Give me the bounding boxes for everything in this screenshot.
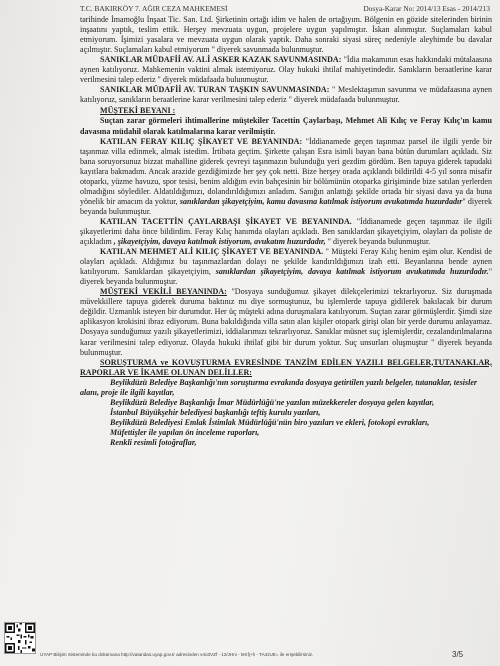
defense-counsel-kazak xyxy=(80,55,492,85)
statement-feray-kilic xyxy=(80,137,492,217)
defense-taskin-heading: SANIKLAR MÜDAFİİ AV. TURAN TAŞKIN SAVUNMASINDA: xyxy=(100,85,330,95)
feray-closing: " diyerek beyanda bulunmuştur. xyxy=(80,196,492,216)
mehmet-emphasis: sanıklardan şikayetçiyim, davaya katılmak istiyorum avukatımda huzurdadır. xyxy=(215,267,489,277)
court-name: T.C. BAKIRKÖY 7. AĞIR CEZA MAHKEMESİ xyxy=(80,4,228,13)
page-header xyxy=(80,4,490,13)
attorney-text: "Dosyaya sunduğumuz şikayet dilekçelerimizi tekrarlıyoruz. Siz duruşmada müvekkillere tapuya giderek duruma baktınız mı diye sormuştunuz, bu işlemlerde tapuya gidilerek bakılacak bir durum değildir. Uzmanlık isteyen bir durumdur. Her üç müşteki adına duruşmalara katılıyorum. Suçtan zarar görmüşlerdir. Şimdi size aplikasyon krokisini ibraz ediyorum. Buna bakıldığında villa satın alan kişiler otopark girişi olan bir yerde durumu anlayamaz. Dosyaya sunduğumuz yazılı şikayetlerimizi, iddialarımızı tekrarlıyoruz. Sanıklar müsnet suç işlemişlerdir, cezalandırılmalarına karar verilmesini talep ediyoruz. Olayda hukuki ihtilaf gibi bir durum yoktur. Suç unsurları oluşmuştur " diyerek beyanda bulunmuştur. xyxy=(80,287,492,357)
defendant-statement-end: tarihinde İmamoğlu İnşaat Tic. San. Ltd. Şirketinin ortağı idim ve halen de ortağıyım. Bölgenin en gözide sitelerinden birinin inşaatını yaptık, teslim ettik. Herşey mevzuata uygun, projelere uygun yapılmıştır. İskan alınmıştır. Suçlamaları kabul etmiyorum. İşimizi yasalara ve mevzuata uygun olarak yaptık. Daha sonraki siyasi süreç nedeniyle aleyhimde bu davalar açılmıştır. Suçlamaları kabul etmiyorum " diyerek savunmada bulunmuştur. xyxy=(80,15,492,55)
tacettin-text: "İddianamede geçen taşınmaz ile ilgili şikayetlerimi daha önce bildirdim. Feray Kılıç hanımda olayları açıkladı. Ben sanıklardan şikayetçiyim, olayları da poliste de açıkladım xyxy=(80,216,492,247)
tacettin-heading: KATILAN TACETTİN ÇAYLARBAŞI ŞİKAYET VE BEYANINDA. xyxy=(100,216,352,226)
defense-counsel-taskin xyxy=(80,85,492,105)
tacettin-emphasis: , şikayetçiyim, davaya katılmak istiyorum, avukatım huzurdadır, xyxy=(113,237,326,247)
feray-heading: KATILAN FERAY KILIÇ ŞİKAYET VE BEYANINDA: xyxy=(100,136,303,146)
evidence-item: İstanbul Büyükşehir belediyesi başkanlığı teftiş kurulu yazıları, xyxy=(110,407,321,417)
mehmet-heading: KATILAN MEHMET ALİ KILIÇ ŞİKAYET VE BEYANINDA. xyxy=(100,247,324,257)
defense-taskin-text: " Meslektaşımın savunma ve müdafaasına aynen katılıyoruz, sanıkların beraatlerine karar verilmesini talep ederiz " diyerek müdafaada bulunmuştur. xyxy=(80,85,493,105)
evidence-item: Beylikdüzü Belediye Başkanlığı'nın soruşturma evrakında dosyaya getirtilen yazılı belgeler, tutanaklar, tesisler alanı, proje ile ilgili kayıtlar, xyxy=(80,377,478,397)
evidence-item: Renkli resimli fotoğraflar, xyxy=(110,437,197,447)
tacettin-closing: " diyerek beyanda bulunmuştur. xyxy=(325,237,431,247)
page-footer: UYAP Bilişim Sisteminde bu dokümana http://vatandas.uyap.gov.tr adresinden v4o3VZf - 12/JHni - kIKfj+h - TA4zUE= ile erişebilirsiniz. xyxy=(40,652,314,657)
defense-kazak-text: "İdia makamının esas hakkındaki mütalaasına aynen katılıyoruz. Mahkemenin vaktini almak istemiyoruz. Olay hukuki ihtilaf mahiyetindedir. Sanıkların beraatlerine karar verilmesini talep ederiz " diyerek müdafaada bulunmuştur. xyxy=(80,55,492,85)
evidence-item: Beylikdüzü Belediyesi Emlak İstimlak Müdürlüğü'nün biro yazıları ve ekleri, fotokopi evrakları, xyxy=(110,417,430,427)
evidence-item: Beylikdüzü Belediye Başkanlığı İmar Müdürlüğü'ne yazılan müzekkereler dosyaya gelen kayıtlar, xyxy=(110,397,435,407)
feray-text: "İddianamede geçen taşınmaz parsel ile ilgili yerde bir taşınmaz villa edinmek, almak istedim. İrtibata geçtim. Şirkette çalışan Esra isimli bayan bana bütün durumları açıkladı. Siz bana soruyorsunuz bizzat mahalline giderek çevreyi taşınmazın bulunduğu yeri gezdim gördüm. Ben tapuya giderek tapudaki kayıtlara bakmadım. Ancak arazide gezdiğimizde her şey çok netti. Bize herşey orada açıklandı bildirildi 4-5 yıl sonra misafir otoparkı, yüzme havuzu, spor tesisi, benim aldığım evin bahçesinin bir bölümünün otoparka girişiminde bize satılan yerlerden olmadığını söylediler. Aldatıldığımızı, dolandırıldığımızı anladım. Sanığın anlattığı şekilde ortada bir siyasi dava ya da buna yönelik bir amacım da yoktur, xyxy=(80,136,493,206)
document-body xyxy=(80,15,492,448)
qr-code xyxy=(4,622,36,654)
statement-tacettin-caylarbasi xyxy=(80,217,492,247)
evidence-section-title: SORUŞTURMA ve KOVUŞTURMA EVRESİNDE TANZİM EDİLEN YAZILI BELGELER,TUTANAKLAR, RAPORLAR VE İKAME OLUNAN DELİLLER: xyxy=(80,357,492,377)
mehmet-closing: " diyerek beyanda bulunmuştur. xyxy=(80,267,492,287)
intervention-decision: Suçtan zarar görmeleri ihtimallerine müştekiler Tacettin Çaylarbaşı, Mehmet Ali Kılıç ve Feray Kılıç'ın kamu davasına müdahil olarak katılmalarına karar verilmiştir. xyxy=(80,116,492,136)
mehmet-text: " Müşteki Feray Kılıç benim eşim olur. Kendisi de olayları açıkladı. Aldığımız bu taşınmazlardan dolayı ne şekilde kandırıldığımızı izah etti. Beyanlarına bende aynen katılıyorum. Sanıklardan şikayetçiyim, xyxy=(80,247,492,277)
attorney-heading: MÜŞTEKİ VEKİLİ BEYANINDA: xyxy=(100,287,227,297)
page-number: 3/5 xyxy=(452,650,464,659)
statement-mehmet-ali-kilic xyxy=(80,247,492,287)
defense-kazak-heading: SANIKLAR MÜDAFİİ AV. ALİ ASKER KAZAK SAVUNMASINDA: xyxy=(100,55,342,65)
statement-complainant-attorney xyxy=(80,287,492,357)
complainant-statement-heading: MÜŞTEKİ BEYANI : xyxy=(100,106,176,116)
feray-emphasis: sanıklardan şikayetçiyim, kamu davasına katılmak istiyorum avukatımda huzurdadır xyxy=(179,196,463,206)
case-number: Dosya-Karar No: 2014/13 Esas - 2014/213 xyxy=(363,4,490,13)
evidence-item: Müfettişler ile yapılan ön inceleme raporları, xyxy=(110,427,260,437)
